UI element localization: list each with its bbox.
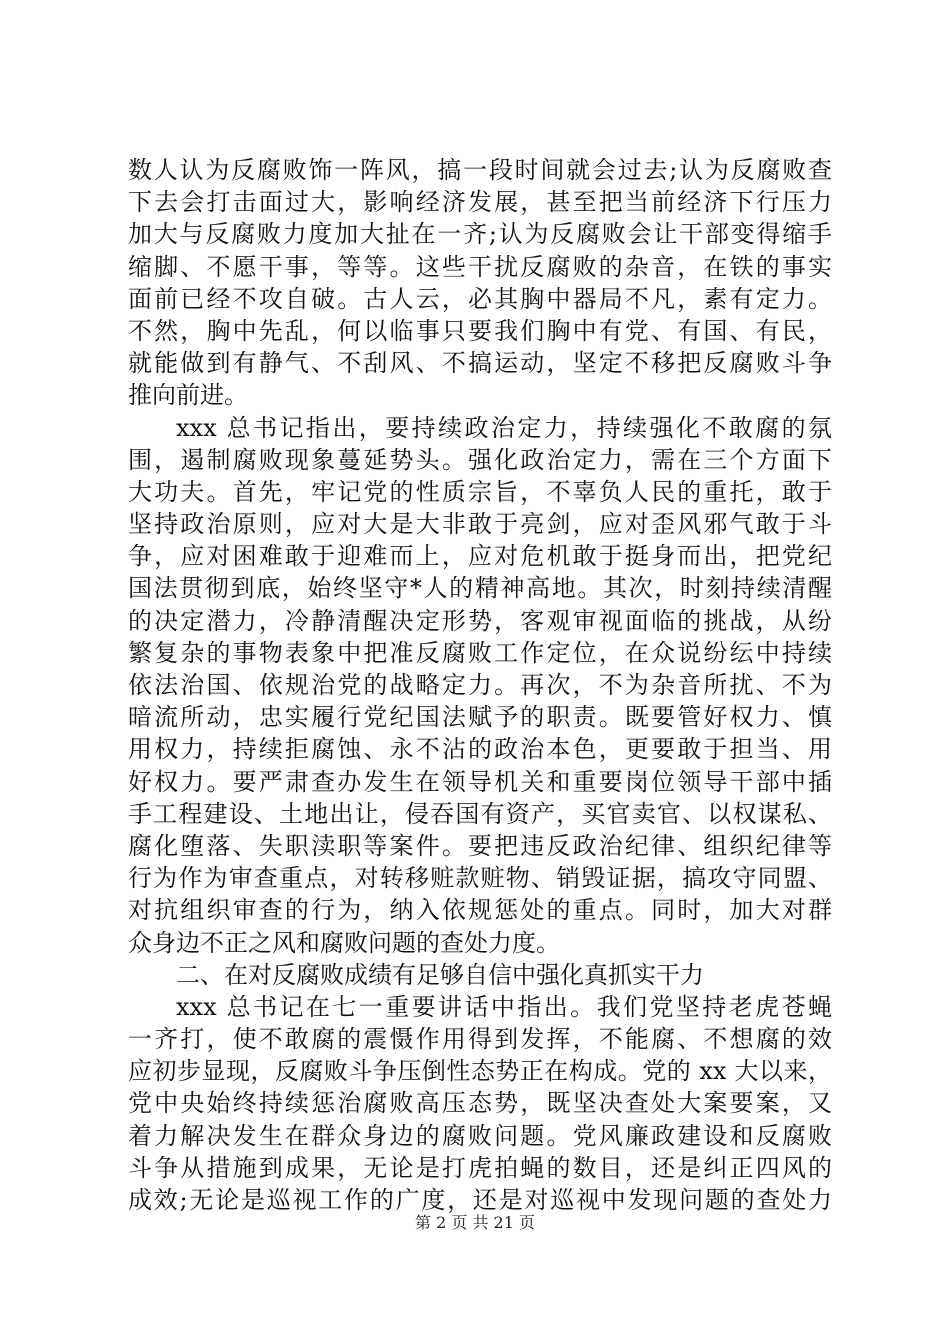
text-line: 围，遏制腐败现象蔓延势头。强化政治定力，需在三个方面下 [128, 445, 832, 474]
text-line: 不然，胸中先乱，何以临事只要我们胸中有党、有国、有民， [128, 316, 832, 345]
text-line: 推向前进。 [128, 381, 248, 410]
text-line: 好权力。要严肃查办发生在领导机关和重要岗位领导干部中插 [128, 767, 832, 796]
text-line: 着力解决发生在群众身边的腐败问题。党风廉政建设和反腐败 [128, 1121, 832, 1150]
page-footer: 第 2 页 共 21 页 [415, 1213, 535, 1232]
body-text [128, 154, 832, 1216]
text-line: 繁复杂的事物表象中把准反腐败工作定位，在众说纷纭中持续 [128, 638, 832, 667]
text-line: 下去会打击面过大，影响经济发展，甚至把当前经济下行压力 [128, 188, 832, 217]
text-line: 依法治国、依规治党的战略定力。再次，不为杂音所扰、不为 [128, 671, 832, 699]
text-line: 就能做到有静气、不刮风、不搞运动，坚定不移把反腐败斗争 [128, 349, 832, 378]
text-line: 二、在对反腐败成绩有足够自信中强化真抓实干力 [176, 960, 704, 989]
text-line: 应初步显现，反腐败斗争压倒性态势正在构成。党的 xx 大以来， [128, 1057, 832, 1086]
text-line: 手工程建设、土地出让，侵吞国有资产，买官卖官、以权谋私、 [128, 799, 832, 828]
text-line: 面前已经不攻自破。古人云，必其胸中器局不凡，素有定力。 [128, 284, 832, 313]
text-line: 腐化堕落、失职渎职等案件。要把违反政治纪律、组织纪律等 [128, 831, 832, 860]
text-line: 加大与反腐败力度加大扯在一齐;认为反腐败会让干部变得缩手 [128, 220, 832, 249]
text-line: 用权力，持续拒腐蚀、永不沾的政治本色，更要敢于担当、用 [128, 735, 832, 764]
text-line: 坚持政治原则，应对大是大非敢于亮剑，应对歪风邪气敢于斗 [128, 510, 832, 539]
text-line: 数人认为反腐败饰一阵风，搞一段时间就会过去;认为反腐败查 [128, 156, 832, 184]
text-line: 争，应对困难敢于迎难而上，应对危机敢于挺身而出，把党纪 [128, 542, 832, 571]
text-line: 的决定潜力，冷静清醒决定形势，客观审视面临的挑战，从纷 [128, 606, 832, 635]
text-line: 党中央始终持续惩治腐败高压态势，既坚决查处大案要案，又 [128, 1089, 832, 1118]
text-line: 斗争从措施到成果，无论是打虎拍蝇的数目，还是纠正四风的 [128, 1153, 832, 1182]
text-line: 一齐打，使不敢腐的震慑作用得到发挥，不能腐、不想腐的效 [128, 1025, 832, 1054]
text-line: 众身边不正之风和腐败问题的查处力度。 [128, 928, 560, 957]
text-line: 对抗组织审查的行为，纳入依规惩处的重点。同时，加大对群 [128, 896, 832, 925]
text-line: 大功夫。首先，牢记党的性质宗旨，不辜负人民的重托，敢于 [128, 477, 832, 506]
text-line: 缩脚、不愿干事，等等。这些干扰反腐败的杂音，在铁的事实 [128, 252, 832, 281]
text-line: xxx 总书记指出，要持续政治定力，持续强化不敢腐的氛 [176, 413, 832, 442]
text-line: 成效;无论是巡视工作的广度，还是对巡视中发现问题的查处力 [128, 1186, 832, 1214]
text-line: xxx 总书记在七一重要讲话中指出。我们党坚持老虎苍蝇 [176, 992, 832, 1021]
text-line: 暗流所动，忠实履行党纪国法赋予的职责。既要管好权力、慎 [128, 703, 832, 732]
text-line: 行为作为审查重点，对转移赃款赃物、销毁证据，搞攻守同盟、 [128, 864, 832, 893]
text-line: 国法贯彻到底，始终坚守*人的精神高地。其次，时刻持续清醒 [128, 574, 832, 603]
